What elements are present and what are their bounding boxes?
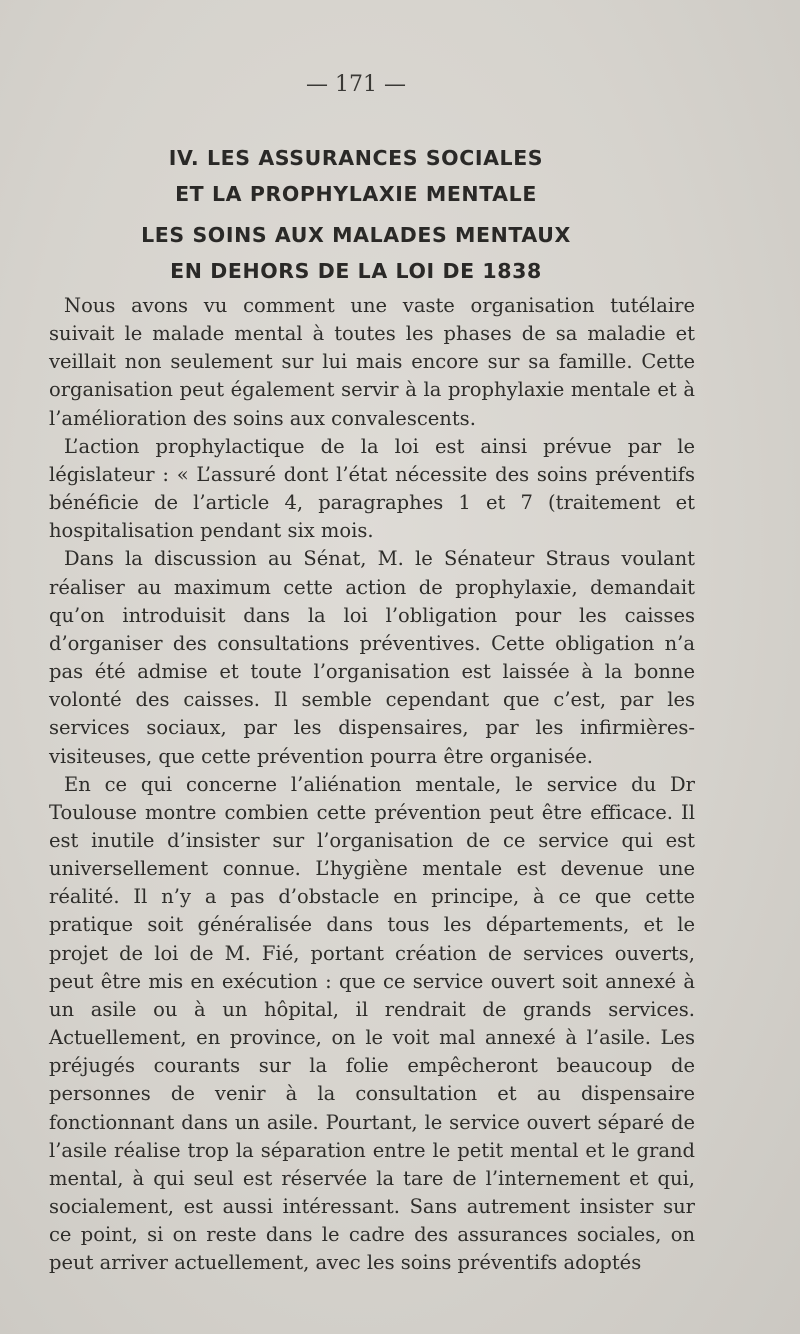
heading-line-4: EN DEHORS DE LA LOI DE 1838 xyxy=(170,259,542,283)
heading-line-2: ET LA PROPHYLAXIE MENTALE xyxy=(175,182,537,206)
paragraph-2: L’action prophylactique de la loi est ainsi prévue par le législateur : « L’assuré dont l’état nécessite des soins préventifs bénéficie de l’article 4, paragraphes 1 et 7 (traitement et hospitalisation pendant six mois. xyxy=(49,434,695,543)
paragraph-1: Nous avons vu comment une vaste organisation tutélaire suivait le malade mental à toutes les phases de sa maladie et veillait non seulement sur lui mais encore sur sa famille. Cette organisation peut également servir à la prophylaxie mentale et à l’amélioration des soins aux convalescents. xyxy=(49,294,695,430)
page-number: — 171 — xyxy=(306,72,406,97)
paragraph-3: Dans la discussion au Sénat, M. le Sénateur Straus voulant réaliser au maximum cette action de prophylaxie, demandait qu’on introduisit dans la loi l’obligation pour les caisses d’organiser des consultations préventives. Cette obligation n’a pas été admise et toute l’organisation est laissée à la bonne volonté des caisses. Il semble cependant que c’est, par les services sociaux, par les dispensaires, par les infirmières-visiteuses, que cette prévention pourra être organisée. xyxy=(49,547,695,768)
body-text xyxy=(49,292,695,1277)
chapter-heading xyxy=(0,140,712,289)
paragraph-4: En ce qui concerne l’aliénation mentale, le service du Dr Toulouse montre combien cette prévention peut être efficace. Il est inutile d’insister sur l’organisation de ce service qui est universellement connue. L’hygiène mentale est devenue une réalité. Il n’y a pas d’obstacle en principe, à ce que cette pratique soit généralisée dans tous les départements, et le projet de loi de M. Fié, portant création de services ouverts, peut être mis en exécution : que ce service ouvert soit annexé à un asile ou à un hôpital, il rendrait de grands services. Actuellement, en province, on le voit mal annexé à l’asile. Les préjugés courants sur la folie empêcheront beaucoup de personnes de venir à la consultation et au dispensaire fonctionnant dans un asile. Pourtant, le service ouvert séparé de l’asile réalise trop la séparation entre le petit mental et le grand mental, à qui seul est réservée la tare de l’internement et qui, socialement, est aussi intéressant. Sans autrement insister sur ce point, si on reste dans le cadre des assurances sociales, on peut arriver actuellement, avec les soins préventifs adoptés xyxy=(49,772,695,1275)
heading-line-3: LES SOINS AUX MALADES MENTAUX xyxy=(141,223,571,247)
heading-line-1: IV. LES ASSURANCES SOCIALES xyxy=(168,146,544,170)
